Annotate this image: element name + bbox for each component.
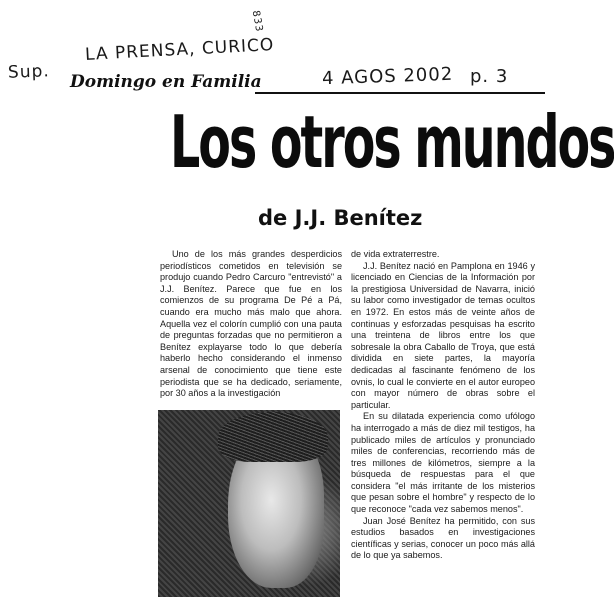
section-label: Domingo en Familia: [70, 72, 262, 92]
paragraph: Juan José Benítez ha permitido, con sus estudios basados en investigaciones científicas y serias, conocer un poco más allá de lo que ya sabemos.: [351, 515, 535, 561]
paragraph: J.J. Benítez nació en Pamplona en 1946 y licenciado en Ciencias de la Información por la prestigiosa Universidad de Navarra, inició su labor como investigador de temas ocultos en 1972. En estos más de veinte años de continuas y esforzadas pesquisas ha escrito una treintena de libros entre los que sobresale la obra Caballo de Troya, que está dividida en siete partes, la mayoría dedicadas al fascinante fenómeno de los ovnis, lo cual le convierte en el autor europeo con mayor número de obras sobre el particular.: [351, 260, 535, 410]
handwritten-supplement: Sup.: [7, 61, 51, 83]
headline: Los otros mundos: [170, 100, 614, 184]
article-column-right: [351, 249, 535, 562]
paragraph: de vida extraterrestre.: [351, 249, 440, 259]
byline: de J.J. Benítez: [258, 206, 423, 230]
handwritten-code: 833: [249, 9, 265, 34]
handwritten-date: 4 AGOS 2002: [321, 63, 454, 90]
handwritten-publication: LA PRENSA, CURICO: [84, 35, 275, 65]
portrait-hair: [218, 412, 328, 462]
article-column-left: [160, 249, 342, 400]
author-photo: [158, 410, 340, 597]
paragraph: Uno de los más grandes desperdicios periodísticos cometidos en televisión se produjo cuando Pedro Carcuro "entrevistó" a J.J. Benítez. Parece que fue en los comienzos de su programa De Pé a Pá, cuando era mucho más malo que ahora. Aquella vez el colorín cumplió con una pauta de preguntas forzadas que no permitieron a Benítez explayarse todo lo que debería haberlo hecho considerando el inmenso arsenal de conocimiento que tiene este periodista que se ha dedicado, seriamente, por 30 años a la investigación: [160, 249, 342, 399]
paragraph: En su dilatada experiencia como ufólogo ha interrogado a más de diez mil testigos, ha publicado miles de artículos y pronunciado miles de conferencias, recorriendo más de tres millones de kilómetros, siempre a la búsqueda de respuestas para el que considera "el más irritante de los misterios que pesan sobre el hombre" y respecto de lo que reconoce "cada vez sabemos menos".: [351, 411, 535, 515]
handwritten-page: p. 3: [470, 66, 509, 87]
